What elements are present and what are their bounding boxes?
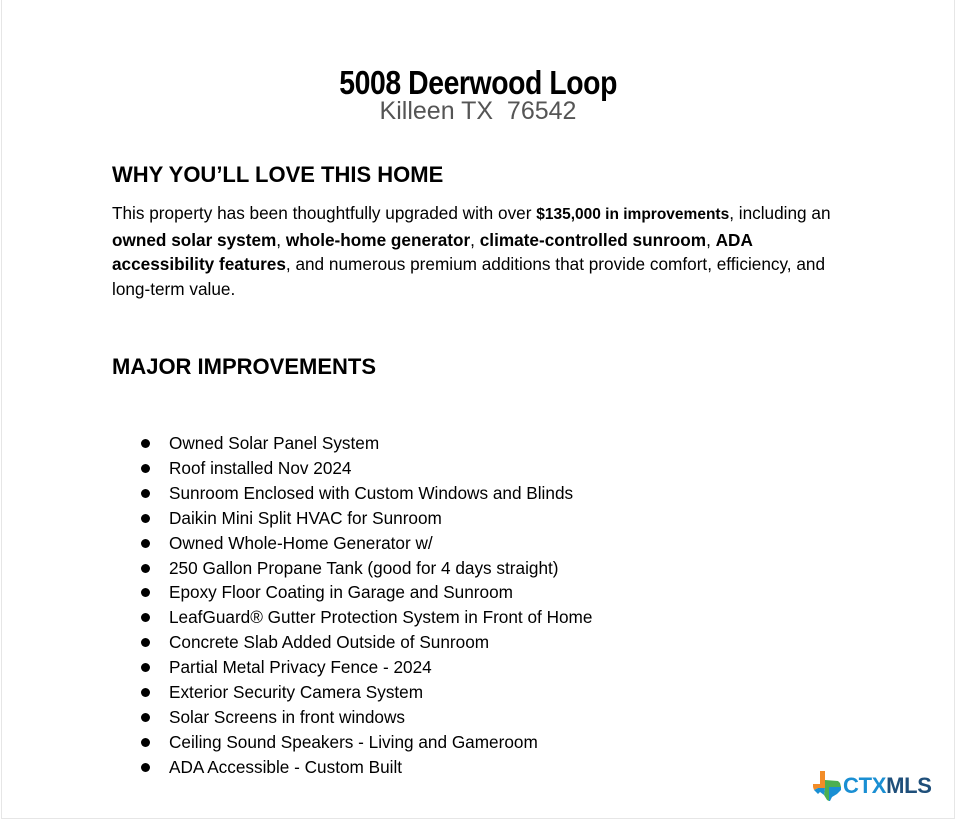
- list-item-text: Daikin Mini Split HVAC for Sunroom: [169, 507, 442, 528]
- logo-text-mls: MLS: [886, 773, 932, 798]
- bullet-icon: [141, 663, 150, 672]
- list-item-text: Epoxy Floor Coating in Garage and Sunroom: [169, 582, 513, 603]
- list-item-text: Ceiling Sound Speakers - Living and Gameroom: [169, 731, 538, 752]
- bullet-icon: [141, 464, 150, 473]
- improvements-list: [140, 431, 592, 780]
- intro-text: , including an: [729, 203, 831, 223]
- list-item-text: Concrete Slab Added Outside of Sunroom: [169, 632, 490, 653]
- list-item: [140, 506, 592, 531]
- list-item-text: ADA Accessible - Custom Built: [169, 756, 403, 777]
- bullet-icon: [141, 638, 150, 647]
- bullet-icon: [141, 738, 150, 747]
- texas-map-icon: [812, 770, 842, 802]
- list-item-text: 250 Gallon Propane Tank (good for 4 days straight): [169, 557, 559, 578]
- bullet-icon: [141, 539, 150, 548]
- list-item: [140, 580, 592, 605]
- list-item: [140, 730, 592, 755]
- intro-text: ,: [276, 229, 286, 250]
- list-item-text: Partial Metal Privacy Fence - 2024: [169, 657, 432, 678]
- list-item: [140, 705, 592, 730]
- list-item: [140, 630, 592, 655]
- property-address-title: 5008 Deerwood Loop: [339, 64, 617, 102]
- bullet-icon: [141, 613, 150, 622]
- bullet-icon: [141, 564, 150, 573]
- intro-bold-generator: whole-home generator: [285, 229, 471, 250]
- intro-bold-improvements: $135,000 in improvements: [536, 206, 730, 223]
- list-item-text: Owned Solar Panel System: [169, 433, 380, 453]
- list-item: [140, 655, 592, 680]
- list-item-text: Exterior Security Camera System: [169, 682, 424, 703]
- logo-text-ctx: CTX: [843, 773, 887, 798]
- intro-text: This property has been thoughtfully upgraded with over: [112, 203, 537, 223]
- bullet-icon: [141, 489, 150, 498]
- intro-bold-sunroom: climate-controlled sunroom: [479, 229, 707, 250]
- intro-text: ,: [706, 229, 716, 250]
- list-item-text: LeafGuard® Gutter Protection System in Front of Home: [169, 607, 593, 628]
- list-item-text: Roof installed Nov 2024: [169, 457, 352, 478]
- list-item-text: Owned Whole-Home Generator w/: [169, 532, 433, 553]
- property-city-subtitle: Killeen TX 76542: [379, 97, 577, 125]
- logo-wordmark: [843, 773, 932, 799]
- list-item: [140, 456, 592, 481]
- ctxmls-logo: [812, 769, 932, 803]
- major-improvements-heading: MAJOR IMPROVEMENTS: [112, 354, 377, 379]
- bullet-icon: [141, 688, 150, 697]
- bullet-icon: [141, 713, 150, 722]
- bullet-icon: [141, 514, 150, 523]
- list-item: [140, 431, 592, 456]
- intro-bold-ada: ADA accessibility features: [112, 229, 753, 275]
- bullet-icon: [141, 439, 150, 448]
- intro-text: ,: [470, 229, 480, 250]
- list-item: [140, 680, 592, 705]
- list-item: [140, 755, 592, 780]
- list-item-text: Solar Screens in front windows: [169, 706, 405, 727]
- list-item: [140, 556, 592, 581]
- bullet-icon: [141, 763, 150, 772]
- list-item: [140, 605, 592, 630]
- intro-bold-solar: owned solar system: [112, 229, 277, 250]
- intro-text: , and numerous premium additions that provide comfort, efficiency, and long-term value.: [112, 254, 826, 300]
- intro-paragraph: [112, 201, 852, 302]
- document-page: [1, 0, 955, 819]
- list-item: [140, 481, 592, 506]
- list-item: [140, 531, 592, 556]
- why-love-heading: WHY YOU’LL LOVE THIS HOME: [112, 162, 444, 187]
- list-item-text: Sunroom Enclosed with Custom Windows and Blinds: [169, 482, 574, 503]
- bullet-icon: [141, 588, 150, 597]
